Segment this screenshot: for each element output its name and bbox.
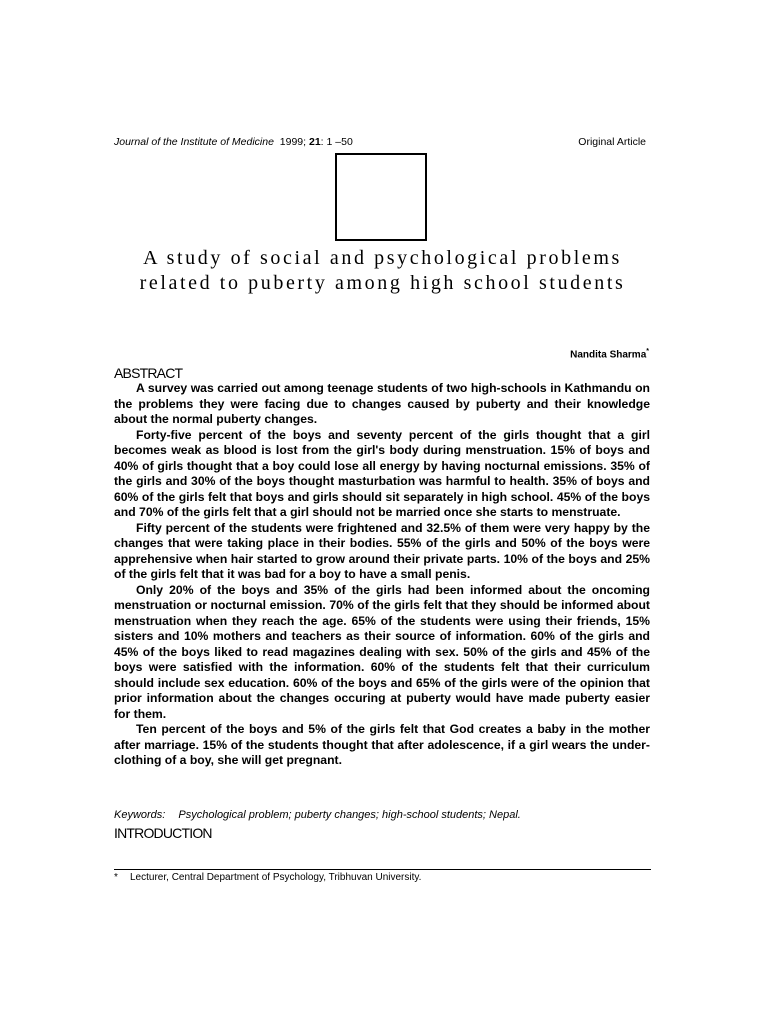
abstract-paragraph: Forty-five percent of the boys and seventy percent of the girls thought that a girl becomes weak as blood is lost from the girl's body during menstruation. 15% of boys and 40% of girls thought that a boy could lose all energy by having nocturnal emissions. 35% of the girls and 30% of the boys thought masturbation was harmful to health. 35% of boys and 60% of the girls felt that boys and girls should sit separately in high school. 45% of the boys and 70% of the girls felt that a girl should not be married once she starts to menstruate. [114,427,650,519]
article-title: A study of social and psychological problems related to puberty among high school students [139,247,626,294]
footnote [114,872,421,883]
introduction-heading: INTRODUCTION [114,825,212,841]
footnote-text: Lecturer, Central Department of Psychology, Tribhuvan University. [130,872,422,883]
abstract-body [114,381,650,769]
abstract-paragraph: Only 20% of the boys and 35% of the girls had been informed about the oncoming menstruation or nocturnal emission. 70% of the girls felt that they should be informed about menstruation when they reach the age. 65% of the students were using their friends, 15% sisters and 10% mothers and teachers as their source of information. 60% of the girls and 45% of the boys liked to read magazines dealing with sex. 50% of the girls and 45% of the boys were satisfied with the information. 60% of the students felt that their curriculum should include sex education. 60% of the boys and 65% of the girls were of the opinion that prior information about the changes occuring at puberty would have made puberty easier for them. [114,582,650,721]
abstract-paragraph: Fifty percent of the students were frightened and 32.5% of them were very happy by the changes that were taking place in their bodies. 55% of the girls and 50% of the boys were apprehensive when hair started to grow around their private parts. 10% of the boys and 25% of the girls felt that it was bad for a boy to have a small penis. [114,520,650,581]
footnote-marker: * [114,872,118,883]
author-byline [570,348,649,360]
keywords-text: Psychological problem; puberty changes; high-school students; Nepal. [178,809,521,821]
empty-logo-box [335,153,427,241]
journal-volume: 21 [308,136,321,148]
abstract-paragraph: Ten percent of the boys and 5% of the girls felt that God creates a baby in the mother after marriage. 15% of the students thought that after adolescence, if a girl wears the under-clothing of a boy, she will get pregnant. [114,722,650,767]
footnote-divider [114,869,651,870]
article-page [114,0,651,1024]
author-name: Nandita Sharma [570,349,647,361]
journal-year: 1999; [279,136,307,148]
keywords-line [114,809,521,821]
keywords-label: Keywords: [114,809,166,821]
abstract-heading: ABSTRACT [114,365,183,381]
abstract-paragraph: A survey was carried out among teenage students of two high-schools in Kathmandu on the problems they were facing due to changes caused by puberty and their knowledge about the normal puberty changes. [114,381,650,426]
author-footnote-marker: * [646,348,649,355]
journal-citation [114,136,353,148]
journal-name: Journal of the Institute of Medicine [114,136,274,148]
article-type-label: Original Article [578,136,646,148]
journal-pages: : 1 –50 [320,136,353,148]
